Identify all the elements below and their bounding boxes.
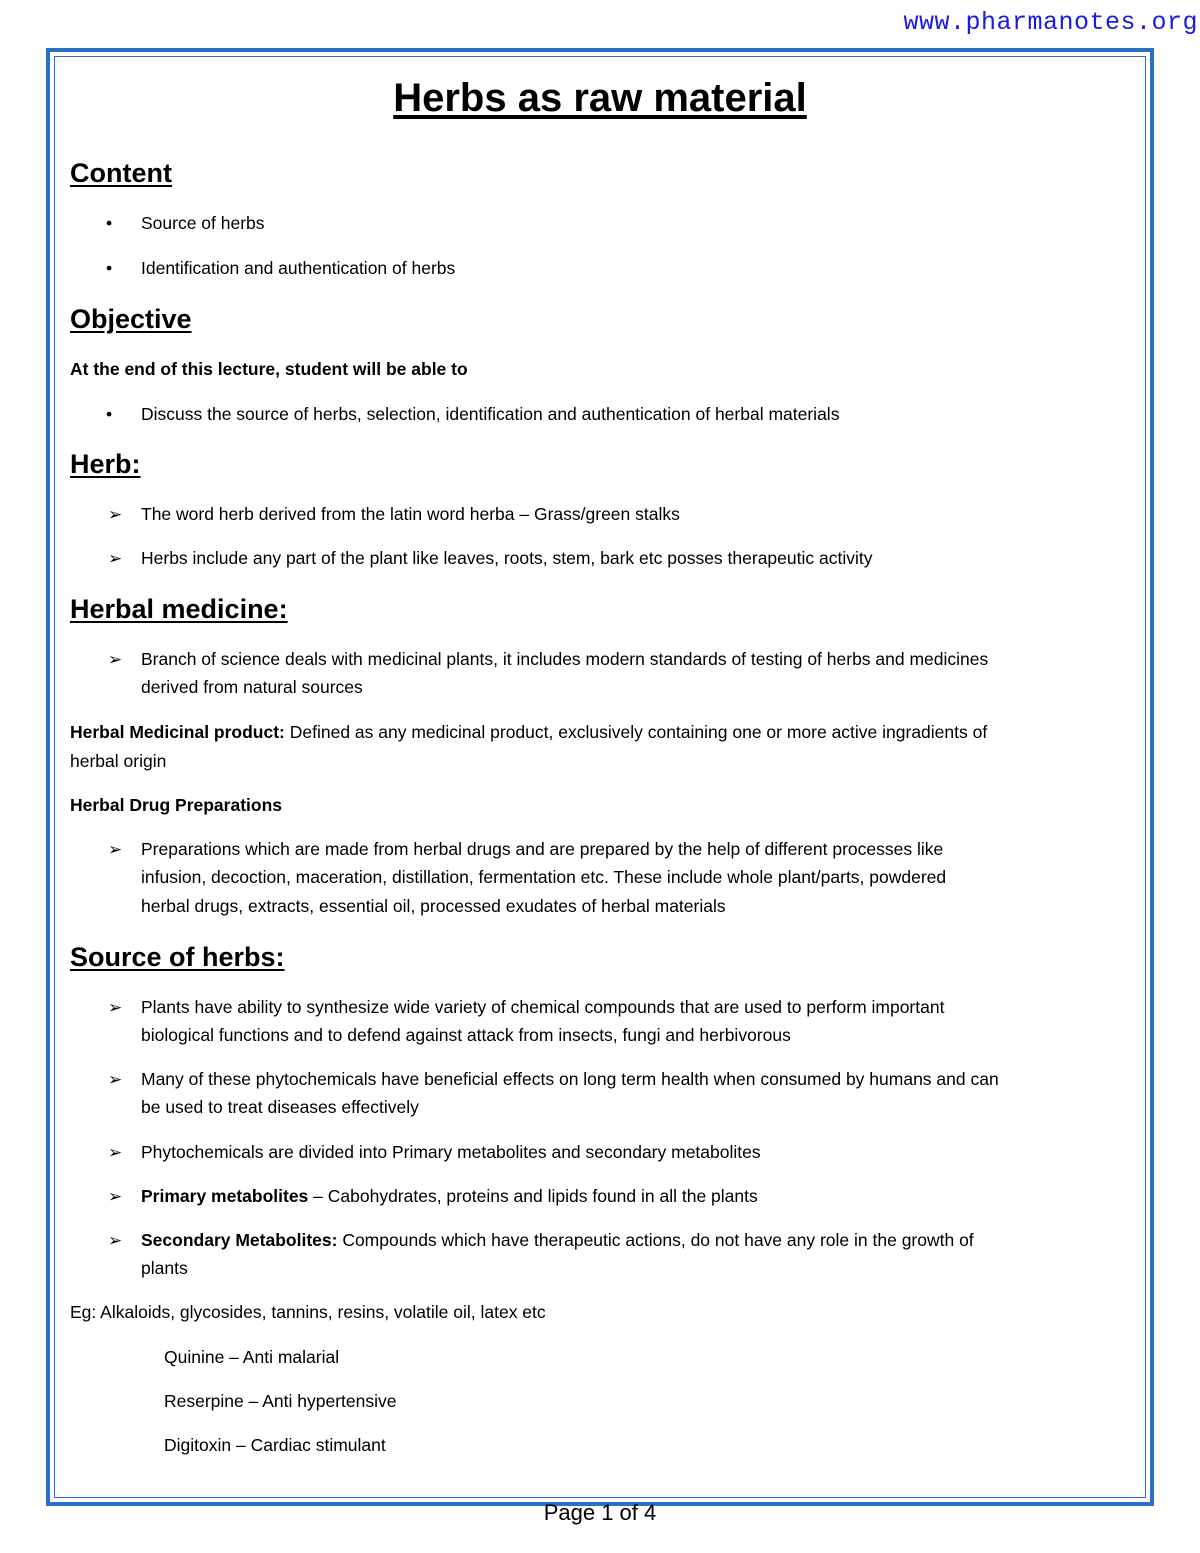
heading-objective: Objective [70, 304, 192, 334]
examples-intro: Eg: Alkaloids, glycosides, tannins, resins, volatile oil, latex etc [70, 1302, 546, 1322]
heading-herbal-medicine: Herbal medicine: [70, 594, 288, 624]
page-number: Page 1 of 4 [543, 1500, 657, 1525]
content-item: Identification and authentication of herbs [141, 258, 456, 278]
page-title: Herbs as raw material [393, 76, 807, 120]
secondary-metabolites-label: Secondary Metabolites: [141, 1230, 338, 1250]
arrow-bullet-icon: ➢ [108, 998, 123, 1017]
objective-intro: At the end of this lecture, student will be able to [70, 359, 468, 379]
secondary-metabolites-text: Compounds which have therapeutic actions, do not have any role in the growth of [337, 1230, 974, 1250]
arrow-bullet-icon: ➢ [108, 1231, 123, 1250]
heading-source-of-herbs: Source of herbs: [70, 942, 285, 972]
primary-metabolites-label: Primary metabolites [141, 1186, 309, 1206]
heading-herb: Herb: [70, 449, 141, 479]
bullet-icon: • [106, 213, 113, 233]
primary-metabolites-text: – Cabohydrates, proteins and lipids found in all the plants [308, 1186, 758, 1206]
arrow-bullet-icon: ➢ [108, 650, 123, 669]
arrow-bullet-icon: ➢ [108, 1187, 123, 1206]
arrow-bullet-icon: ➢ [108, 1070, 123, 1089]
arrow-bullet-icon: ➢ [108, 840, 123, 859]
herbal-medicine-item: Branch of science deals with medicinal plants, it includes modern standards of testing of herbs and medicines [141, 649, 989, 669]
objective-item: Discuss the source of herbs, selection, identification and authentication of herbal materials [141, 404, 840, 424]
herb-item: The word herb derived from the latin word herba – Grass/green stalks [141, 504, 680, 524]
example-item: Digitoxin – Cardiac stimulant [164, 1435, 386, 1455]
bullet-icon: • [106, 404, 113, 424]
bullet-icon: • [106, 258, 113, 278]
example-item: Reserpine – Anti hypertensive [164, 1391, 397, 1411]
arrow-bullet-icon: ➢ [108, 1143, 123, 1162]
herbal-medicine-item: derived from natural sources [141, 677, 363, 697]
content-item: Source of herbs [141, 213, 265, 233]
hmp-label: Herbal Medicinal product: [70, 722, 285, 742]
hmp-text: herbal origin [70, 751, 167, 771]
source-item [141, 1188, 758, 1206]
hmp-paragraph [70, 724, 987, 742]
heading-content: Content [70, 158, 172, 188]
source-item: biological functions and to defend against attack from insects, fungi and herbivorous [141, 1025, 791, 1045]
source-item [141, 1232, 974, 1250]
herb-item: Herbs include any part of the plant like leaves, roots, stem, bark etc posses therapeutic activity [141, 548, 873, 568]
source-item: plants [141, 1258, 188, 1278]
source-item: Many of these phytochemicals have beneficial effects on long term health when consumed by humans and can [141, 1069, 999, 1089]
hmp-text: Defined as any medicinal product, exclusively containing one or more active ingradients of [284, 722, 988, 742]
arrow-bullet-icon: ➢ [108, 549, 123, 568]
example-item: Quinine – Anti malarial [164, 1347, 340, 1367]
hdp-text: Preparations which are made from herbal drugs and are prepared by the help of different processes like [141, 839, 944, 859]
source-item: be used to treat diseases effectively [141, 1097, 419, 1117]
source-item: Phytochemicals are divided into Primary metabolites and secondary metabolites [141, 1142, 761, 1162]
document-body [70, 76, 1130, 1455]
hdp-text: herbal drugs, extracts, essential oil, processed exudates of herbal materials [141, 896, 726, 916]
hdp-label: Herbal Drug Preparations [70, 795, 282, 815]
hdp-text: infusion, decoction, maceration, distillation, fermentation etc. These include whole plant/parts, powdered [141, 867, 947, 887]
arrow-bullet-icon: ➢ [108, 505, 123, 524]
site-watermark: www.pharmanotes.org [903, 8, 1198, 37]
source-item: Plants have ability to synthesize wide variety of chemical compounds that are used to perform important [141, 997, 945, 1017]
